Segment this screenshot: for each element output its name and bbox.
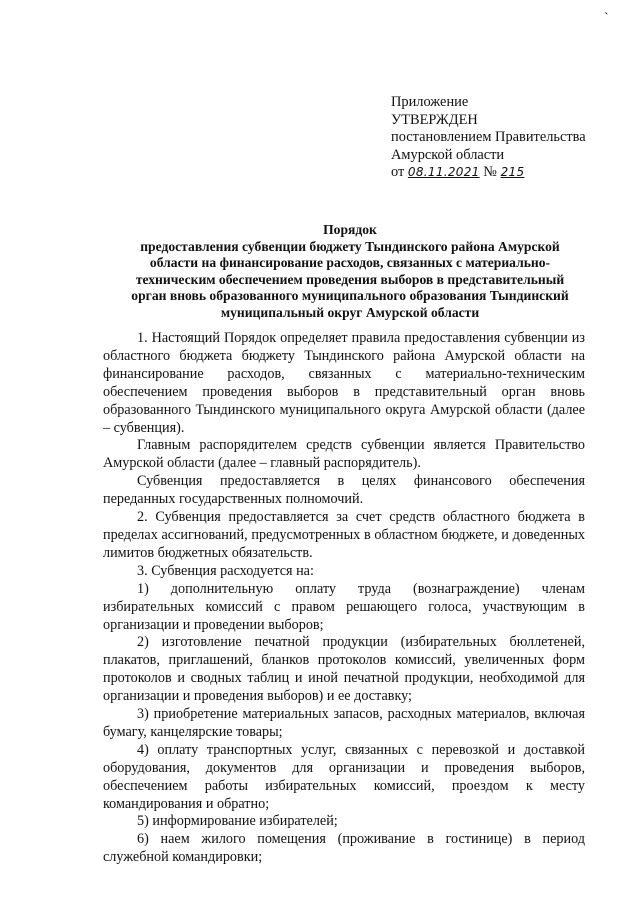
list-item: 2) изготовление печатной продукции (избирательных бюллетеней, плакатов, приглашений, бланков протоколов комиссий, увеличенных форм протоколов и сводных таблиц и иной печатной продукции, необходимой для организации и проведения выборов) и ее доставку; xyxy=(103,634,585,705)
title-heading: Порядок xyxy=(323,222,377,237)
approved-label: УТВЕРЖДЕН xyxy=(391,111,478,128)
paragraph: 1. Настоящий Порядок определяет правила предоставления субвенции из областного бюджета бюджету Тындинского района Амурской области на финансирование расходов, связанных с материально-техническим обеспечением проведения выборов в представительный орган вновь образованного Тындинского муниципального округа Амурской области (далее – субвенция). xyxy=(103,330,585,436)
approved-by-line-2: Амурской области xyxy=(391,146,505,163)
title-line: области на финансирование расходов, связанных с материально- xyxy=(149,255,551,271)
approval-date-line xyxy=(391,164,586,182)
handwritten-date: 08.11.2021 xyxy=(407,165,480,180)
approved-by-line-1: постановлением Правительства xyxy=(391,129,586,146)
paragraph: 2. Субвенция предоставляется за счет средств областного бюджета в пределах ассигнований, предусмотренных в областном бюджете, и доведенных лимитов бюджетных обязательств. xyxy=(103,509,585,561)
title-line: орган вновь образованного муниципального образования Тындинский xyxy=(131,288,569,304)
list-item: 3) приобретение материальных запасов, расходных материалов, включая бумагу, канцелярские товары; xyxy=(103,706,585,740)
paragraph: 3. Субвенция расходуется на: xyxy=(137,562,314,579)
list-item: 1) дополнительную оплату труда (вознаграждение) членам избирательных комиссий с правом решающего голоса, участвующим в организации и проведении выборов; xyxy=(103,580,585,633)
document-body xyxy=(103,330,585,867)
number-sign: № xyxy=(483,164,497,181)
handwritten-number: 215 xyxy=(500,165,525,180)
document-title xyxy=(100,222,600,322)
paragraph: Субвенция предоставляется в целях финансового обеспечения переданных государственных полномочий. xyxy=(103,473,585,508)
paragraph: Главным распорядителем средств субвенции является Правительство Амурской области (далее – главный распорядитель). xyxy=(103,437,585,472)
list-item: 5) информирование избирателей; xyxy=(137,813,338,830)
title-line: муниципальный округ Амурской области xyxy=(220,304,480,320)
appendix-label: Приложение xyxy=(391,94,469,110)
corner-mark: ` xyxy=(604,11,609,26)
title-line: техническим обеспечением проведения выборов в представительный xyxy=(135,271,565,287)
list-item: 6) наем жилого помещения (проживание в гостинице) в период служебной командировки; xyxy=(103,831,585,866)
from-label: от xyxy=(391,164,405,181)
title-line: предоставления субвенции бюджету Тындинского района Амурской xyxy=(140,238,560,254)
list-item: 4) оплату транспортных услуг, связанных с перевозкой и доставкой оборудования, документов для организации и проведения выборов, обеспечением работы избирательных комиссий, проездом к месту командирования и обратно; xyxy=(103,741,585,812)
approval-block xyxy=(391,94,586,182)
